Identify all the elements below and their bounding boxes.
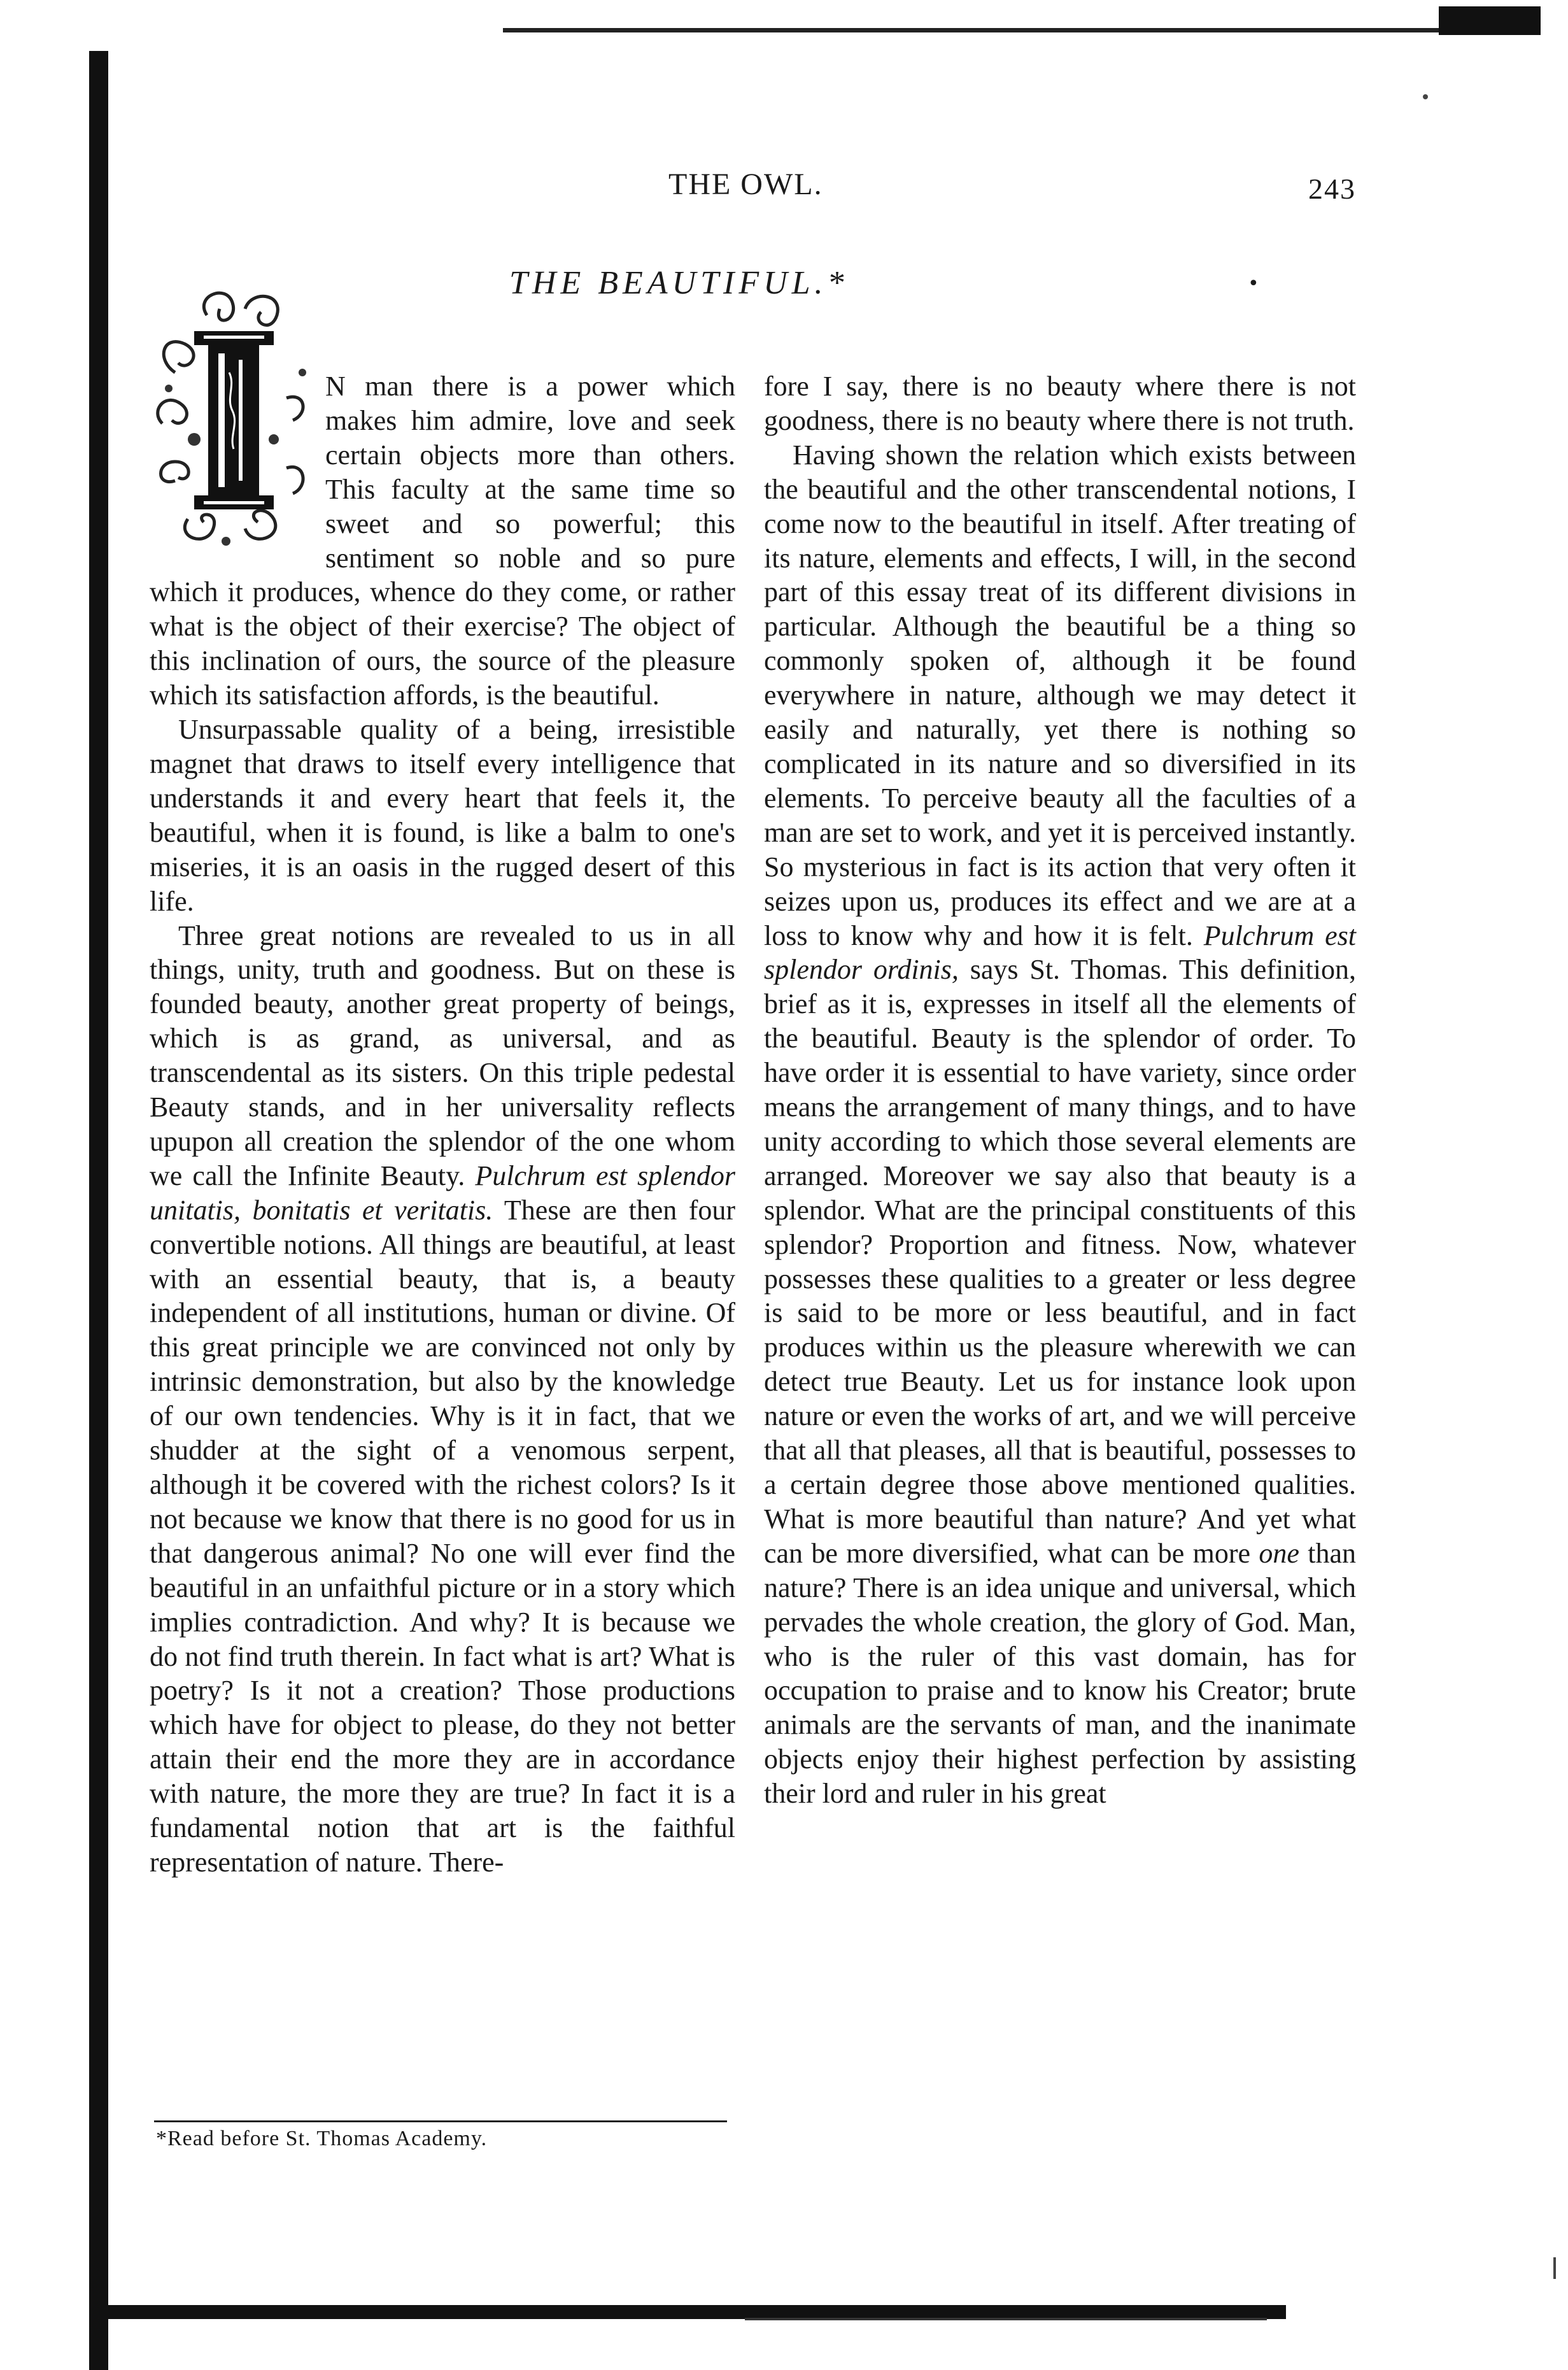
right-paragraph-2-text-b: says St. Thomas. This definition, brief as it is, expresses in itself all the elements of the beautiful. Beauty is the splendor of order. To have order it is essential to have variety, since order means the arrangement of many things, and to have unity according to which those several elements are arranged. Moreover we say also that beauty is a splendor. What are the principal constituents of this splendor? Proportion and fitness. Now, whatever possesses these qualities to a greater or less degree is said to be more or less beautiful, and in fact produces within us the pleasure wherewith we can detect true Beauty. Let us for instance look upon nature or even the works of art, and we will perceive that all that pleases, all that is beautiful, possesses to a certain degree those above mentioned qualities. What is more beautiful than nature? And yet what can be more diversified, what can be more bbox=[764, 954, 1357, 1569]
left-paragraph-3-text-a: Three great notions are revealed to us in all things, unity, truth and goodness. But on these is founded beauty, another great property of beings, which is as grand, as universal, and as transcendental as its sisters. On this triple pedestal Beauty stands, and in her universality reflects upupon all creation the splendor of the one whom we call the Infinite Beauty. bbox=[150, 919, 735, 1191]
left-paragraph-2: Unsurpassable quality of a being, irresistible magnet that draws to itself every intelligence that understands it and every heart that feels it, the beautiful, when it is found, is like a balm to one's miseries, it is an oasis in the rugged desert of this life. bbox=[150, 714, 735, 917]
left-paragraph-3-text-b: These are then four convertible notions. All things are beautiful, at least with an essential beauty, that is, a beauty independent of all institutions, human or divine. Of this great principle we are convinced not only by intrinsic demonstration, but also by the knowledge of our own tendencies. Why is it in fact, that we shudder at the sight of a venomous serpent, although it be covered with the richest colors? Is it not because we know that there is no good for us in that dangerous animal? No one will ever find the beautiful in an unfaithful picture or in a story which implies contradiction. And why? It is because we do not find truth therein. In fact what is art? What is poetry? Is it not a creation? Those productions which have for object to please, do they not better attain their end the more they are in accordance with nature, the more they are true? In fact it is a fundamental notion that art is the faithful representation of nature. There- bbox=[150, 1194, 735, 1878]
article-title: THE BEAUTIFUL.* bbox=[509, 265, 849, 301]
latin-quote-unitatis: Pulchrum est splendor unitatis, bonitatis et veritatis. bbox=[150, 1160, 736, 1226]
top-rule bbox=[503, 28, 1471, 32]
running-head: THE OWL. bbox=[668, 167, 823, 201]
margin-mark bbox=[1553, 2257, 1556, 2279]
left-paragraph-3 bbox=[150, 919, 735, 1880]
right-paragraph-2-text-c: than nature? There is an idea unique and universal, which pervades the whole creation, the glory of God. Man, who is the ruler of this vast domain, has for occupation to praise and to know his Creator; brute animals are the servants of man, and the inanimate objects enjoy their highest perfection by assisting their lord and ruler in his great bbox=[764, 1537, 1357, 1810]
footnote: *Read before St. Thomas Academy. bbox=[156, 2127, 488, 2150]
footnote-rule bbox=[154, 2120, 727, 2122]
ornamental-drop-cap-art bbox=[150, 277, 321, 551]
page-spine-edge bbox=[89, 51, 108, 2370]
page-number: 243 bbox=[1308, 173, 1356, 205]
italic-one: one bbox=[1259, 1537, 1299, 1569]
left-column bbox=[150, 369, 735, 1880]
right-column bbox=[764, 369, 1356, 1811]
bottom-thin-rule bbox=[745, 2318, 1267, 2320]
latin-quote-ordinis: Pulchrum est splendor ordinis, bbox=[764, 919, 1357, 986]
left-paragraph-1: N man there is a power which makes him admire, love and seek certain objects more than others. This faculty at the same time so sweet and so powerful; this sentiment so noble and so pure which it produces, whence do they come, or rather what is the object of their exercise? The object of this inclination of ours, the source of the pleasure which its satisfaction affords, is the beautiful. bbox=[150, 371, 735, 711]
top-rule-edge bbox=[1439, 6, 1541, 35]
ornament-dot: • bbox=[1248, 273, 1259, 295]
right-paragraph-2-text-a: Having shown the relation which exists between the beautiful and the other transcendental notions, I come now to the beautiful in itself. After treating of its nature, elements and effects, I will, in the second part of this essay treat of its different divisions in particular. Although the beautiful be a thing so commonly spoken of, although it be found everywhere in nature, although we may detect it easily and naturally, yet there is nothing so complicated in its nature and so diversified in its elements. To perceive beauty all the faculties of a man are set to work, and yet it is perceived instantly. So mysterious in fact is its action that very often it seizes upon us, produces its effect and we are at a loss to know why and how it is felt. bbox=[764, 439, 1356, 951]
bottom-edge-rule bbox=[89, 2305, 1286, 2319]
ornamental-drop-cap bbox=[150, 277, 321, 551]
scan-speck bbox=[1423, 94, 1428, 99]
right-paragraph-2 bbox=[764, 438, 1356, 1811]
right-paragraph-1: fore I say, there is no beauty where there is not goodness, there is no beauty where there is not truth. bbox=[764, 371, 1356, 436]
